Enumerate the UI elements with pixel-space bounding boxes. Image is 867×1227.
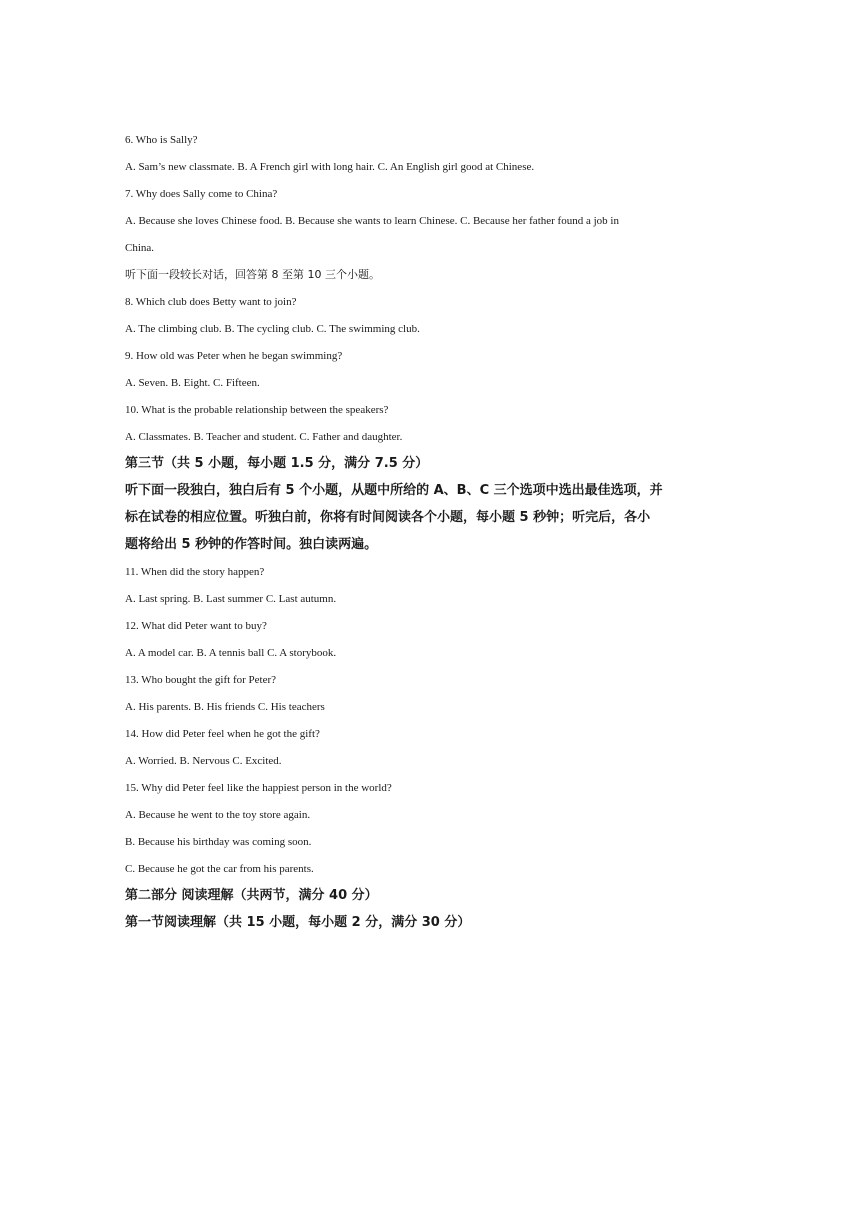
question-7: 7. Why does Sally come to China?: [125, 188, 278, 200]
question-11-options: A. Last spring. B. Last summer C. Last autumn.: [125, 593, 337, 605]
question-12: 12. What did Peter want to buy?: [125, 620, 267, 632]
question-8-options: A. The climbing club. B. The cycling club. C. The swimming club.: [125, 323, 420, 335]
question-11: 11. When did the story happen?: [125, 566, 265, 578]
instruction-q8-10: 听下面一段较长对话，回答第 8 至第 10 三个小题。: [125, 268, 380, 281]
question-15-option-a: A. Because he went to the toy store again.: [125, 809, 311, 821]
question-14: 14. How did Peter feel when he got the gift?: [125, 728, 320, 740]
section-3-instruction-1: 听下面一段独白，独白后有 5 个小题，从题中所给的 A、B、C 三个选项中选出最佳选项，并: [125, 483, 663, 498]
question-10: 10. What is the probable relationship between the speakers?: [125, 404, 389, 416]
section-3-instruction-3: 题将给出 5 秒钟的作答时间。独白读两遍。: [125, 537, 378, 552]
question-6-options: A. Sam’s new classmate. B. A French girl with long hair. C. An English girl good at Chinese.: [125, 161, 535, 173]
section-3-heading: 第三节（共 5 小题，每小题 1.5 分，满分 7.5 分）: [125, 456, 429, 471]
question-13-options: A. His parents. B. His friends C. His teachers: [125, 701, 325, 713]
question-6: 6. Who is Sally?: [125, 134, 198, 146]
question-10-options: A. Classmates. B. Teacher and student. C. Father and daughter.: [125, 431, 403, 443]
question-13: 13. Who bought the gift for Peter?: [125, 674, 277, 686]
question-15-option-b: B. Because his birthday was coming soon.: [125, 836, 312, 848]
question-9-options: A. Seven. B. Eight. C. Fifteen.: [125, 377, 260, 389]
question-15-option-c: C. Because he got the car from his parents.: [125, 863, 314, 875]
section-3-instruction-2: 标在试卷的相应位置。听独白前，你将有时间阅读各个小题，每小题 5 秒钟；听完后，各小: [125, 510, 651, 525]
question-8: 8. Which club does Betty want to join?: [125, 296, 297, 308]
question-14-options: A. Worried. B. Nervous C. Excited.: [125, 755, 282, 767]
question-15: 15. Why did Peter feel like the happiest person in the world?: [125, 782, 392, 794]
reading-section-1-heading: 第一节阅读理解（共 15 小题，每小题 2 分，满分 30 分）: [125, 915, 471, 930]
question-12-options: A. A model car. B. A tennis ball C. A storybook.: [125, 647, 337, 659]
question-7-options: A. Because she loves Chinese food. B. Because she wants to learn Chinese. C. Because her father found a job in: [125, 215, 619, 227]
part-2-heading: 第二部分 阅读理解（共两节，满分 40 分）: [125, 888, 378, 903]
question-7-options-cont: China.: [125, 242, 155, 254]
question-9: 9. How old was Peter when he began swimming?: [125, 350, 343, 362]
